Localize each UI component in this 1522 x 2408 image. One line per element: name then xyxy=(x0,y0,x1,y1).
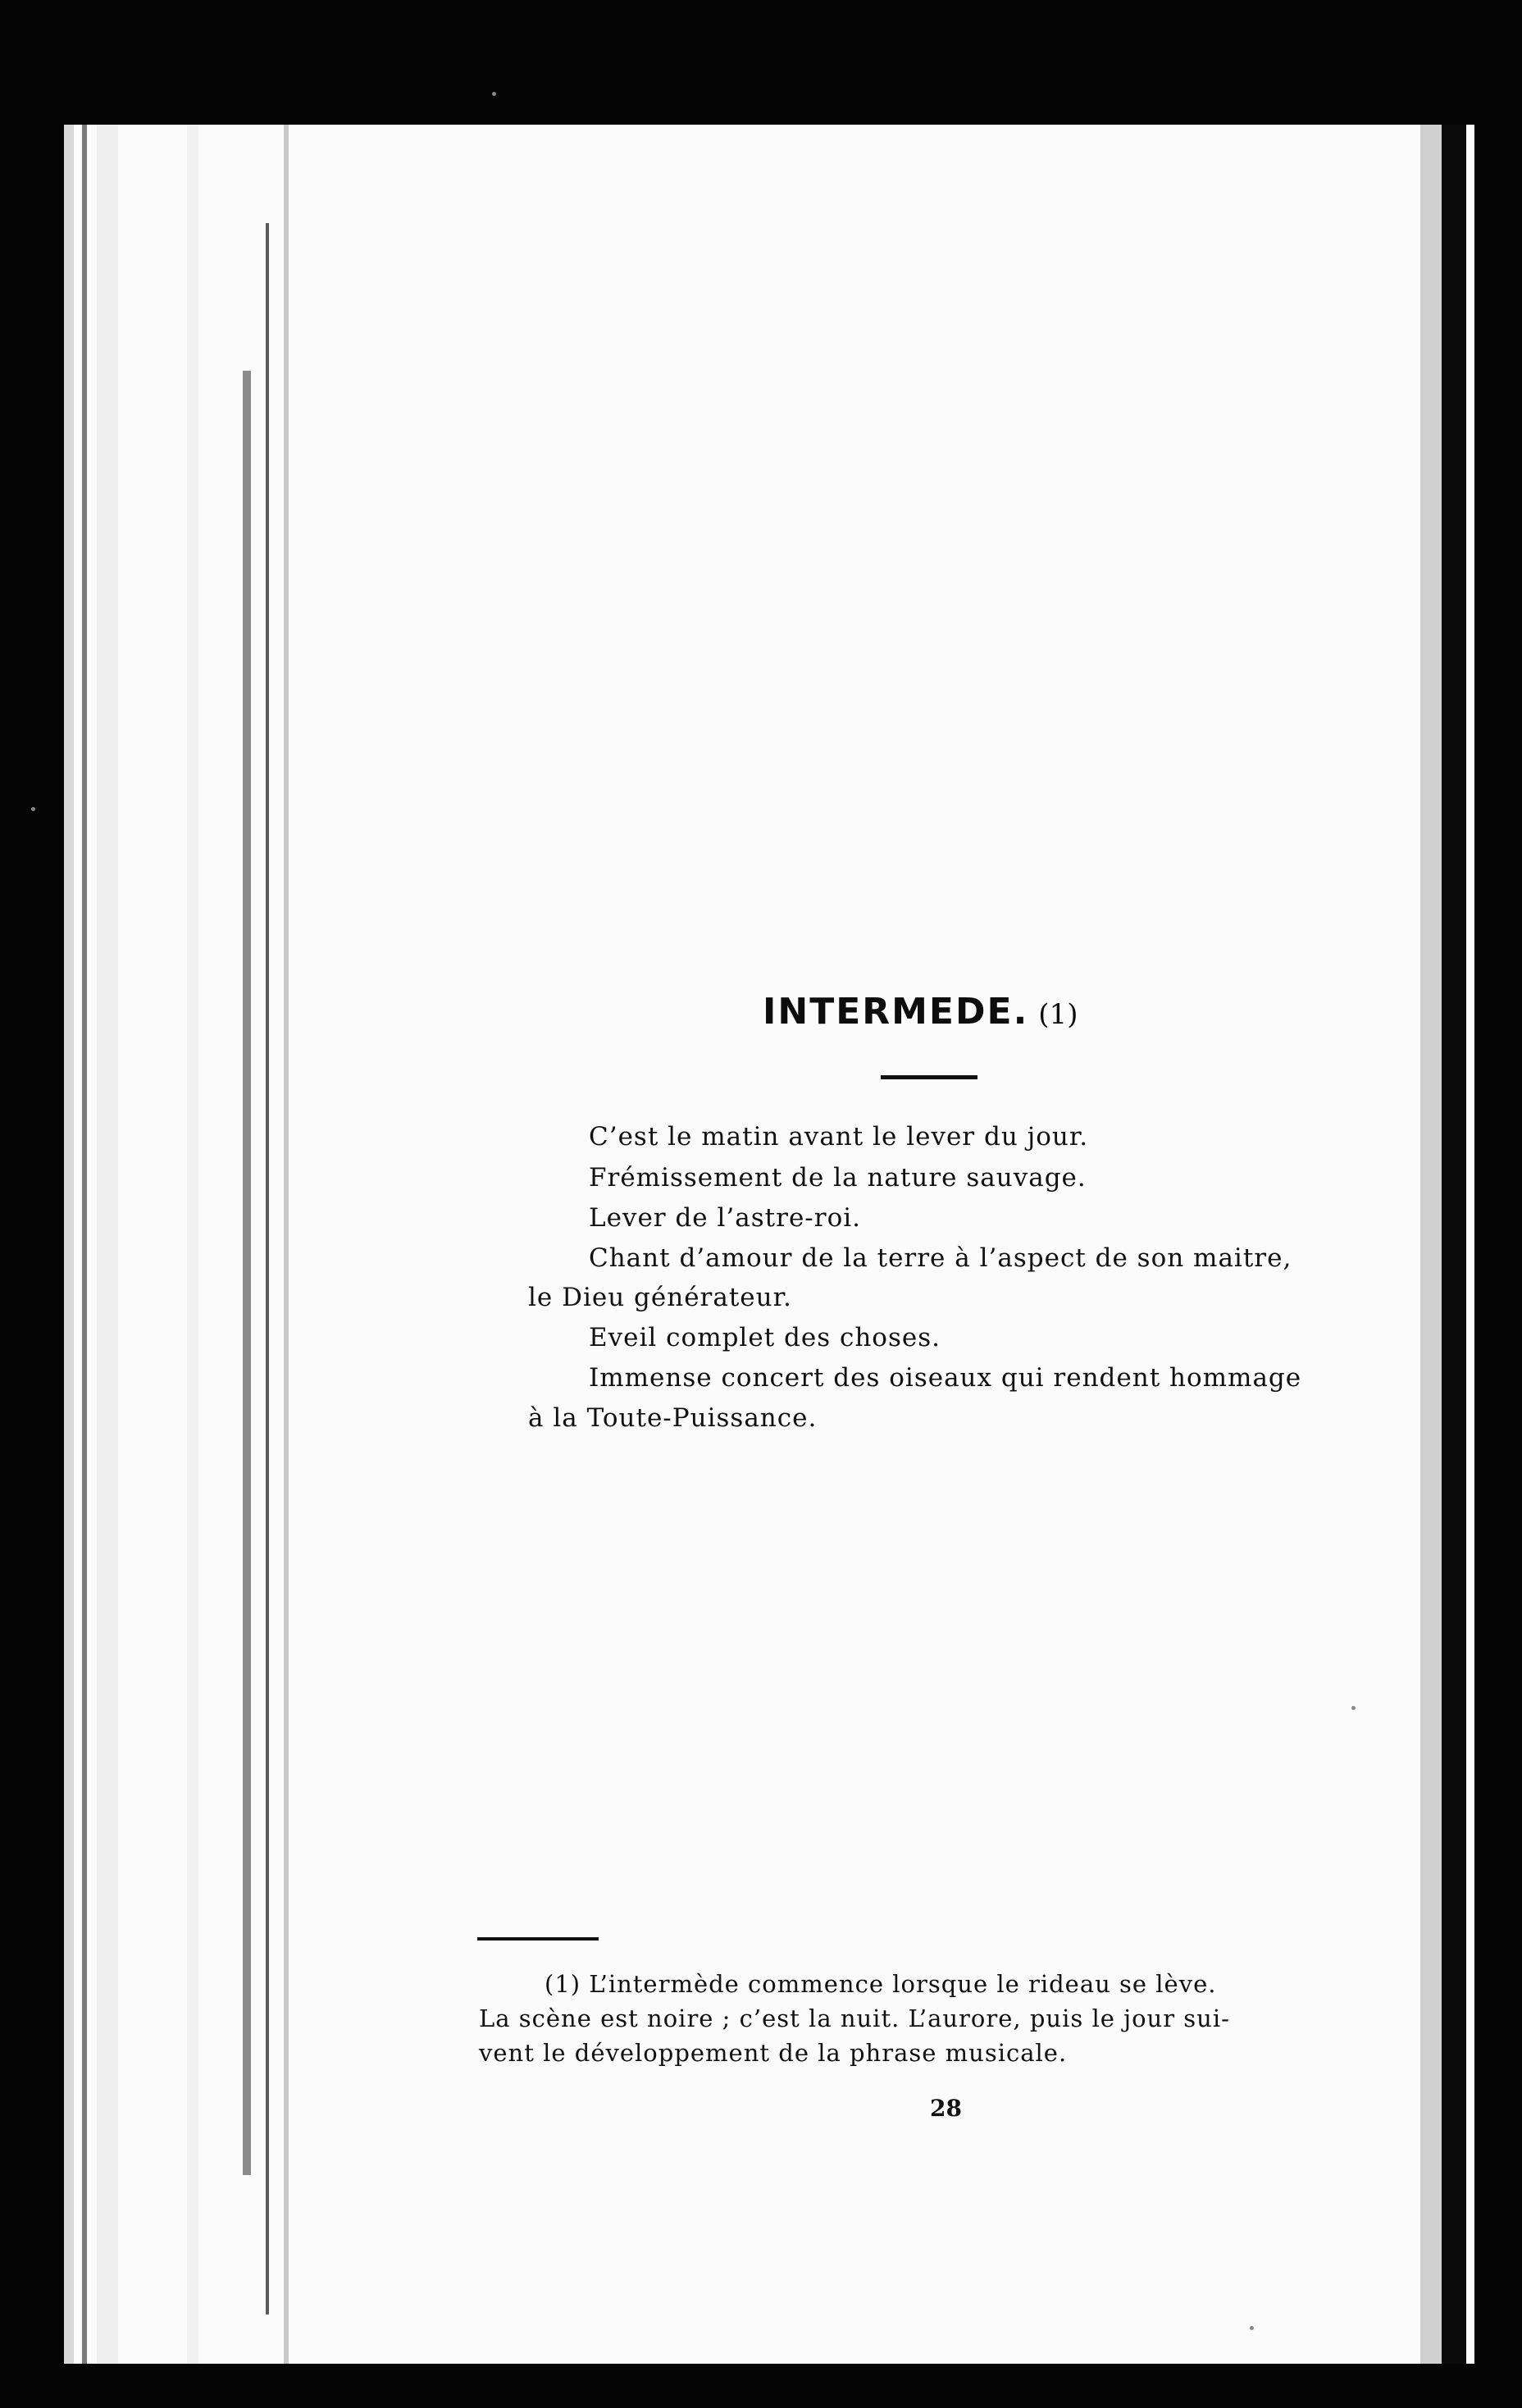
page-edge xyxy=(243,371,251,2175)
title-divider xyxy=(881,1075,977,1079)
dust-speck xyxy=(492,92,496,96)
body-line: Immense concert des oiseaux qui rendent hommage xyxy=(589,1363,1302,1393)
body-line: Lever de l’astre-roi. xyxy=(589,1203,862,1233)
body-line: Frémissement de la nature sauvage. xyxy=(589,1163,1087,1193)
body-line: Eveil complet des choses. xyxy=(589,1323,941,1352)
section-title-text: INTERMEDE. xyxy=(763,991,1029,1033)
body-line: le Dieu générateur. xyxy=(528,1283,792,1312)
binding-shadow xyxy=(1420,125,1442,2364)
binding-edge xyxy=(1442,125,1466,2364)
page-number: 28 xyxy=(930,2095,962,2122)
body-line: C’est le matin avant le lever du jour. xyxy=(589,1122,1089,1152)
page-edge xyxy=(97,125,118,2364)
body-line: à la Toute-Puissance. xyxy=(528,1403,818,1433)
body-line: Chant d’amour de la terre à l’aspect de son maitre, xyxy=(589,1243,1292,1273)
page-edge xyxy=(266,223,269,2315)
footnote-reference: (1) xyxy=(1038,998,1078,1031)
dust-speck xyxy=(1351,1706,1356,1710)
footnote-line: La scène est noire ; c’est la nuit. L’aurore, puis le jour sui- xyxy=(479,2004,1230,2032)
page-edge xyxy=(284,125,289,2364)
page-edge xyxy=(187,125,198,2364)
section-title xyxy=(763,991,1078,1033)
dust-speck xyxy=(1250,2326,1254,2330)
footnote-line: vent le développement de la phrase musicale. xyxy=(479,2039,1068,2067)
footnote-line: (1) L’intermède commence lorsque le rideau se lève. xyxy=(545,1970,1217,1998)
page-edge xyxy=(64,125,74,2364)
dust-speck xyxy=(31,807,35,811)
footnote-divider xyxy=(477,1937,599,1941)
page-edge xyxy=(82,125,87,2364)
